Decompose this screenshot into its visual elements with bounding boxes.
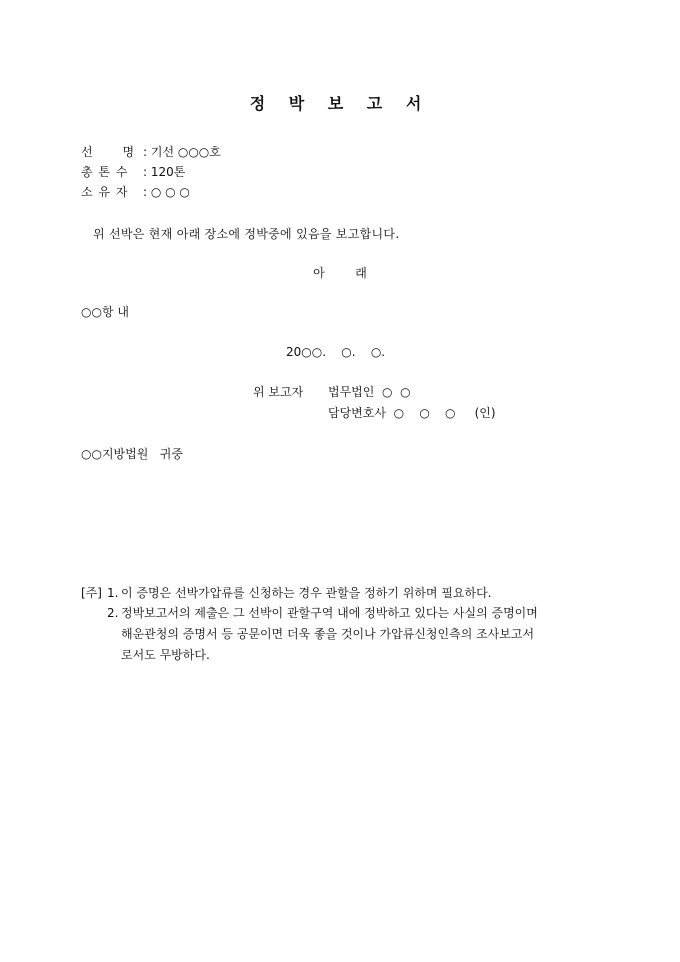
document-title: 정 박 보 고 서 xyxy=(249,94,431,113)
note-item-2 xyxy=(107,605,538,621)
note-marker: [주] xyxy=(81,586,102,600)
note-text-line1: 정박보고서의 제출은 그 선박이 관할구역 내에 정박하고 있다는 사실의 증명이며 xyxy=(121,606,538,620)
below-heading: 아 래 xyxy=(313,266,367,280)
field-label: 총 톤 수 xyxy=(81,165,129,179)
report-date: 20○○. ○. ○. xyxy=(286,345,386,359)
field-gross-tonnage xyxy=(81,164,185,180)
note-item-1 xyxy=(81,585,492,601)
field-label: 선 명 xyxy=(81,145,136,159)
field-owner xyxy=(81,184,190,200)
note-number: 1. xyxy=(107,586,119,600)
law-firm: 법무법인 ○ ○ xyxy=(328,385,411,399)
field-label: 소 유 자 xyxy=(81,185,129,199)
field-value: : 기선 ○○○호 xyxy=(143,145,221,159)
field-value: : ○ ○ ○ xyxy=(143,185,190,199)
note-text-line2: 해운관청의 증명서 등 공문이면 더욱 좋을 것이나 가압류신청인측의 조사보고서 xyxy=(121,627,535,641)
note-number: 2. xyxy=(107,606,119,620)
reporter-label: 위 보고자 xyxy=(253,385,304,399)
lawyer-signature: 담당변호사 ○ ○ ○ (인) xyxy=(328,406,496,420)
note-text-line3: 로서도 무방하다. xyxy=(121,648,210,662)
anchorage-location: ○○항 내 xyxy=(81,305,129,319)
note-text: 이 증명은 선박가압류를 신청하는 경우 관할을 정하기 위하며 필요하다. xyxy=(121,586,492,600)
recipient-court: ○○지방법원 귀중 xyxy=(81,447,183,461)
field-ship-name xyxy=(81,144,221,160)
intro-sentence: 위 선박은 현재 아래 장소에 정박중에 있음을 보고합니다. xyxy=(93,227,400,241)
field-value: : 120톤 xyxy=(143,165,186,179)
